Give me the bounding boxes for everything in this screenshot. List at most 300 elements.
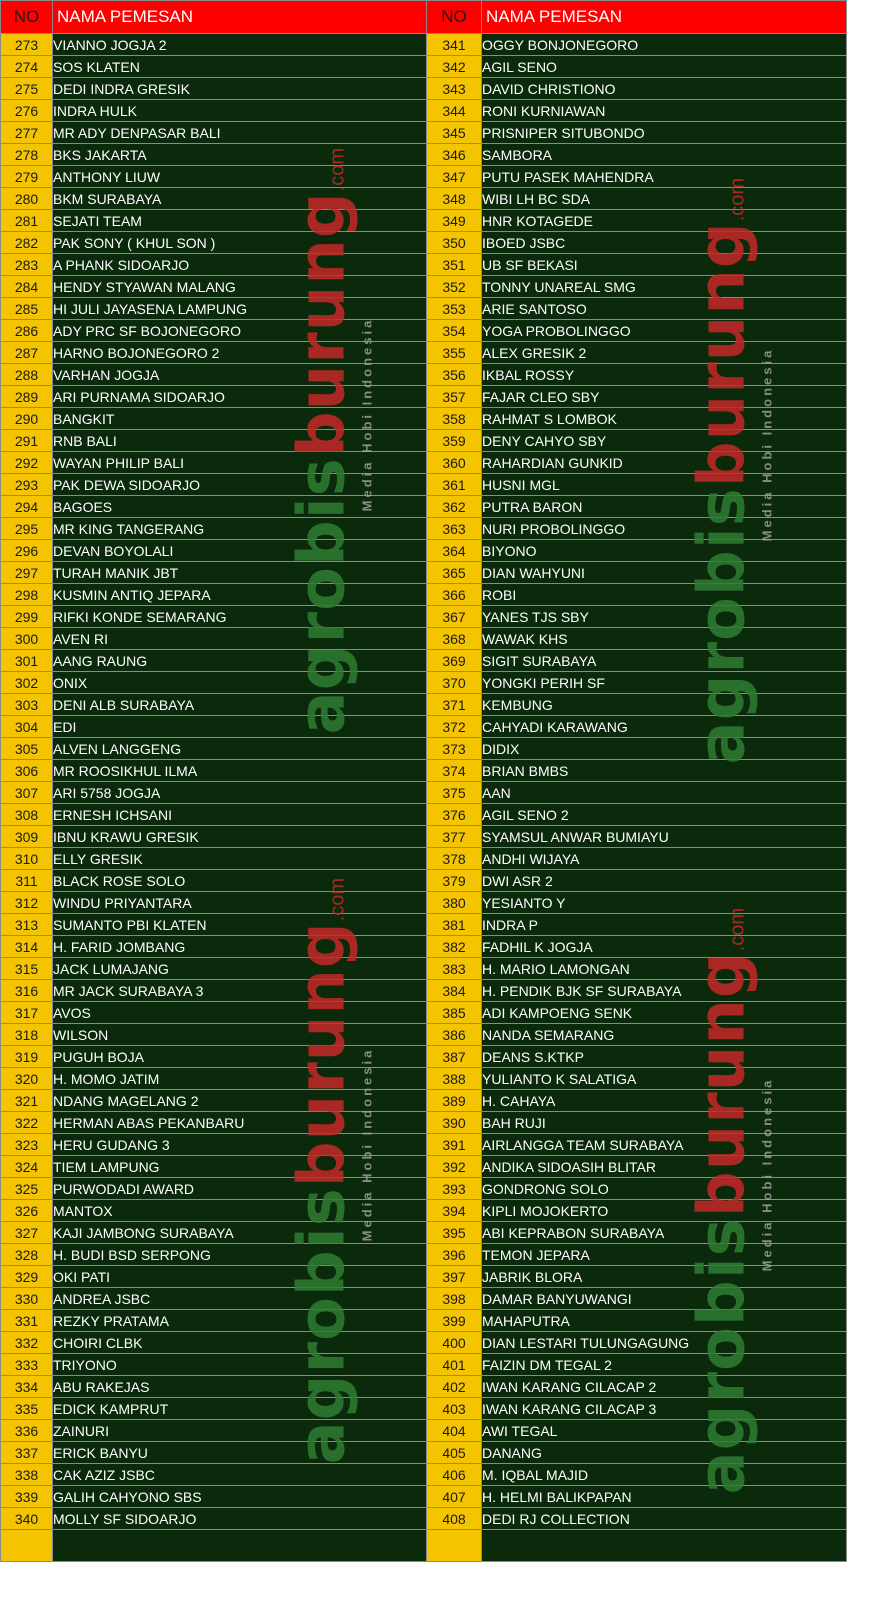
table-row bbox=[427, 474, 847, 496]
orderer-name: BIYONO bbox=[482, 540, 847, 562]
order-number: 365 bbox=[427, 562, 482, 584]
order-number: 274 bbox=[1, 56, 53, 78]
orderer-name: SEJATI TEAM bbox=[53, 210, 428, 232]
table-row bbox=[1, 716, 428, 738]
table-row bbox=[1, 364, 428, 386]
order-number: 311 bbox=[1, 870, 53, 892]
order-number: 315 bbox=[1, 958, 53, 980]
orderer-name: SYAMSUL ANWAR BUMIAYU bbox=[482, 826, 847, 848]
table-row bbox=[1, 892, 428, 914]
order-number: 383 bbox=[427, 958, 482, 980]
order-number: 338 bbox=[1, 1464, 53, 1486]
order-number: 305 bbox=[1, 738, 53, 760]
orderer-name: INDRA HULK bbox=[53, 100, 428, 122]
order-number: 303 bbox=[1, 694, 53, 716]
table-row bbox=[427, 144, 847, 166]
orderer-name: H. MARIO LAMONGAN bbox=[482, 958, 847, 980]
order-number: 378 bbox=[427, 848, 482, 870]
order-number: 394 bbox=[427, 1200, 482, 1222]
table-row bbox=[1, 1508, 428, 1530]
orderer-name: H. BUDI BSD SERPONG bbox=[53, 1244, 428, 1266]
order-number: 292 bbox=[1, 452, 53, 474]
table-row bbox=[1, 958, 428, 980]
table-row bbox=[427, 210, 847, 232]
table-row bbox=[427, 540, 847, 562]
order-number: 288 bbox=[1, 364, 53, 386]
orderer-name: ONIX bbox=[53, 672, 428, 694]
orderer-name: SIGIT SURABAYA bbox=[482, 650, 847, 672]
table-row bbox=[427, 452, 847, 474]
order-number: 280 bbox=[1, 188, 53, 210]
table-row bbox=[1, 430, 428, 452]
order-number: 308 bbox=[1, 804, 53, 826]
watermark-suffix: .com bbox=[726, 177, 749, 222]
order-number: 375 bbox=[427, 782, 482, 804]
order-number: 398 bbox=[427, 1288, 482, 1310]
table-row bbox=[427, 34, 847, 56]
orderer-name: AVEN RI bbox=[53, 628, 428, 650]
table-row bbox=[1, 1156, 428, 1178]
order-number: 361 bbox=[427, 474, 482, 496]
name-column-header: NAMA PEMESAN bbox=[482, 1, 847, 34]
table-row bbox=[1, 738, 428, 760]
table-row bbox=[427, 584, 847, 606]
order-number: 403 bbox=[427, 1398, 482, 1420]
orderer-name: TIEM LAMPUNG bbox=[53, 1156, 428, 1178]
orderer-name: MR JACK SURABAYA 3 bbox=[53, 980, 428, 1002]
orderer-name: RAHMAT S LOMBOK bbox=[482, 408, 847, 430]
table-row bbox=[427, 122, 847, 144]
orderer-name: ABU RAKEJAS bbox=[53, 1376, 428, 1398]
order-number: 302 bbox=[1, 672, 53, 694]
orderer-name: HNR KOTAGEDE bbox=[482, 210, 847, 232]
orderer-name: IWAN KARANG CILACAP 3 bbox=[482, 1398, 847, 1420]
table-row bbox=[1, 1068, 428, 1090]
table-row bbox=[427, 1266, 847, 1288]
table-row bbox=[427, 1090, 847, 1112]
orderer-name: AVOS bbox=[53, 1002, 428, 1024]
table-row bbox=[1, 408, 428, 430]
table-row bbox=[427, 1222, 847, 1244]
order-number: 276 bbox=[1, 100, 53, 122]
empty-name-cell bbox=[53, 1530, 428, 1562]
table-row bbox=[427, 1398, 847, 1420]
order-number: 325 bbox=[1, 1178, 53, 1200]
order-number: 388 bbox=[427, 1068, 482, 1090]
order-number: 278 bbox=[1, 144, 53, 166]
order-number: 314 bbox=[1, 936, 53, 958]
order-number: 377 bbox=[427, 826, 482, 848]
order-number: 392 bbox=[427, 1156, 482, 1178]
table-row bbox=[427, 1200, 847, 1222]
order-number: 362 bbox=[427, 496, 482, 518]
orderer-name: ARI 5758 JOGJA bbox=[53, 782, 428, 804]
table-row bbox=[427, 694, 847, 716]
order-number: 386 bbox=[427, 1024, 482, 1046]
table-row bbox=[427, 826, 847, 848]
orderer-name: PURWODADI AWARD bbox=[53, 1178, 428, 1200]
orderer-name: DENI ALB SURABAYA bbox=[53, 694, 428, 716]
table-row bbox=[1, 672, 428, 694]
table-row bbox=[1, 474, 428, 496]
orderer-name: DIAN WAHYUNI bbox=[482, 562, 847, 584]
orderer-name: CAHYADI KARAWANG bbox=[482, 716, 847, 738]
orderer-name: KUSMIN ANTIQ JEPARA bbox=[53, 584, 428, 606]
orderer-name: REZKY PRATAMA bbox=[53, 1310, 428, 1332]
order-number: 406 bbox=[427, 1464, 482, 1486]
order-number: 408 bbox=[427, 1508, 482, 1530]
table-row bbox=[1, 1266, 428, 1288]
order-number: 389 bbox=[427, 1090, 482, 1112]
table-row bbox=[427, 1442, 847, 1464]
table-row bbox=[1, 1222, 428, 1244]
order-number: 381 bbox=[427, 914, 482, 936]
watermark-part3: burung bbox=[685, 951, 760, 1218]
orderer-name: NDANG MAGELANG 2 bbox=[53, 1090, 428, 1112]
orderer-name: CHOIRI CLBK bbox=[53, 1332, 428, 1354]
table-row bbox=[1, 870, 428, 892]
orderer-name: H. PENDIK BJK SF SURABAYA bbox=[482, 980, 847, 1002]
order-number: 336 bbox=[1, 1420, 53, 1442]
order-number: 342 bbox=[427, 56, 482, 78]
orderer-name: NANDA SEMARANG bbox=[482, 1024, 847, 1046]
order-number: 317 bbox=[1, 1002, 53, 1024]
order-number: 291 bbox=[1, 430, 53, 452]
watermark-part3: burung bbox=[285, 921, 360, 1188]
table-row bbox=[427, 1112, 847, 1134]
orderer-name: DEANS S.KTKP bbox=[482, 1046, 847, 1068]
empty-row bbox=[427, 1530, 847, 1562]
orderer-name: MAHAPUTRA bbox=[482, 1310, 847, 1332]
orderer-name: YONGKI PERIH SF bbox=[482, 672, 847, 694]
orderer-name: ZAINURI bbox=[53, 1420, 428, 1442]
watermark-tagline: Media Hobi Indonesia bbox=[359, 1047, 375, 1242]
table-row bbox=[1, 386, 428, 408]
table-row bbox=[1, 320, 428, 342]
table-row bbox=[427, 1420, 847, 1442]
orderer-name: MR ADY DENPASAR BALI bbox=[53, 122, 428, 144]
order-number: 344 bbox=[427, 100, 482, 122]
order-number: 360 bbox=[427, 452, 482, 474]
order-number: 285 bbox=[1, 298, 53, 320]
table-row bbox=[427, 606, 847, 628]
order-table-right bbox=[426, 0, 847, 1562]
watermark-tagline: Media Hobi Indonesia bbox=[759, 1077, 775, 1272]
orderer-name: YULIANTO K SALATIGA bbox=[482, 1068, 847, 1090]
table-row bbox=[1, 540, 428, 562]
watermark-suffix: .com bbox=[326, 147, 349, 192]
table-row bbox=[427, 760, 847, 782]
order-number: 329 bbox=[1, 1266, 53, 1288]
order-number: 358 bbox=[427, 408, 482, 430]
orderer-name: TEMON JEPARA bbox=[482, 1244, 847, 1266]
table-row bbox=[1, 254, 428, 276]
orderer-name: KEMBUNG bbox=[482, 694, 847, 716]
table-row bbox=[427, 320, 847, 342]
order-number: 396 bbox=[427, 1244, 482, 1266]
table-row bbox=[427, 1332, 847, 1354]
orderer-name: AANG RAUNG bbox=[53, 650, 428, 672]
orderer-name: WAYAN PHILIP BALI bbox=[53, 452, 428, 474]
orderer-name: GONDRONG SOLO bbox=[482, 1178, 847, 1200]
table-row bbox=[427, 100, 847, 122]
orderer-name: H. MOMO JATIM bbox=[53, 1068, 428, 1090]
orderer-name: RNB BALI bbox=[53, 430, 428, 452]
watermark-part1: agro bbox=[285, 565, 360, 735]
table-row bbox=[1, 914, 428, 936]
order-number: 345 bbox=[427, 122, 482, 144]
order-number: 281 bbox=[1, 210, 53, 232]
orderer-name: DIDIX bbox=[482, 738, 847, 760]
order-number: 382 bbox=[427, 936, 482, 958]
table-row bbox=[1, 1486, 428, 1508]
table-row bbox=[427, 364, 847, 386]
order-number: 354 bbox=[427, 320, 482, 342]
table-row bbox=[427, 672, 847, 694]
table-row bbox=[1, 1134, 428, 1156]
order-number: 371 bbox=[427, 694, 482, 716]
watermark-part3: burung bbox=[285, 191, 360, 458]
table-row bbox=[427, 848, 847, 870]
orderer-name: FAJAR CLEO SBY bbox=[482, 386, 847, 408]
orderer-name: MR KING TANGERANG bbox=[53, 518, 428, 540]
orderer-name: DEDI INDRA GRESIK bbox=[53, 78, 428, 100]
table-row bbox=[1, 848, 428, 870]
table-row bbox=[427, 1134, 847, 1156]
orderer-name: IBNU KRAWU GRESIK bbox=[53, 826, 428, 848]
order-number: 353 bbox=[427, 298, 482, 320]
orderer-name: BLACK ROSE SOLO bbox=[53, 870, 428, 892]
orderer-name: H. CAHAYA bbox=[482, 1090, 847, 1112]
orderer-name: JACK LUMAJANG bbox=[53, 958, 428, 980]
order-number: 346 bbox=[427, 144, 482, 166]
order-number: 368 bbox=[427, 628, 482, 650]
order-number: 301 bbox=[1, 650, 53, 672]
orderer-name: HERU GUDANG 3 bbox=[53, 1134, 428, 1156]
order-number: 321 bbox=[1, 1090, 53, 1112]
table-row bbox=[1, 276, 428, 298]
table-row bbox=[1, 1354, 428, 1376]
order-number: 401 bbox=[427, 1354, 482, 1376]
orderer-name: SAMBORA bbox=[482, 144, 847, 166]
orderer-name: RAHARDIAN GUNKID bbox=[482, 452, 847, 474]
table-row bbox=[427, 1288, 847, 1310]
order-number: 275 bbox=[1, 78, 53, 100]
table-row bbox=[1, 144, 428, 166]
table-row bbox=[1, 936, 428, 958]
table-row bbox=[427, 562, 847, 584]
table-row bbox=[427, 782, 847, 804]
orderer-name: AGIL SENO bbox=[482, 56, 847, 78]
order-number: 312 bbox=[1, 892, 53, 914]
order-number: 306 bbox=[1, 760, 53, 782]
orderer-name: EDICK KAMPRUT bbox=[53, 1398, 428, 1420]
orderer-name: INDRA P bbox=[482, 914, 847, 936]
orderer-name: TRIYONO bbox=[53, 1354, 428, 1376]
orderer-name: AGIL SENO 2 bbox=[482, 804, 847, 826]
order-number: 298 bbox=[1, 584, 53, 606]
table-row bbox=[1, 78, 428, 100]
empty-name-cell bbox=[482, 1530, 847, 1562]
orderer-name: HI JULI JAYASENA LAMPUNG bbox=[53, 298, 428, 320]
orderer-name: IWAN KARANG CILACAP 2 bbox=[482, 1376, 847, 1398]
orderer-name: ALEX GRESIK 2 bbox=[482, 342, 847, 364]
order-number: 323 bbox=[1, 1134, 53, 1156]
table-row bbox=[427, 298, 847, 320]
orderer-name: HENDY STYAWAN MALANG bbox=[53, 276, 428, 298]
order-number: 352 bbox=[427, 276, 482, 298]
order-number: 282 bbox=[1, 232, 53, 254]
orderer-name: ADY PRC SF BOJONEGORO bbox=[53, 320, 428, 342]
orderer-name: DENY CAHYO SBY bbox=[482, 430, 847, 452]
table-row bbox=[427, 188, 847, 210]
order-number: 407 bbox=[427, 1486, 482, 1508]
orderer-name: YESIANTO Y bbox=[482, 892, 847, 914]
orderer-name: VARHAN JOGJA bbox=[53, 364, 428, 386]
table-row bbox=[1, 1376, 428, 1398]
table-row bbox=[1, 1090, 428, 1112]
orderer-name: BAGOES bbox=[53, 496, 428, 518]
orderer-name: YOGA PROBOLINGGO bbox=[482, 320, 847, 342]
orderer-name: DEVAN BOYOLALI bbox=[53, 540, 428, 562]
table-row bbox=[427, 276, 847, 298]
table-row bbox=[1, 694, 428, 716]
order-number: 283 bbox=[1, 254, 53, 276]
table-row bbox=[1, 826, 428, 848]
order-number: 304 bbox=[1, 716, 53, 738]
table-row bbox=[1, 760, 428, 782]
order-number: 293 bbox=[1, 474, 53, 496]
watermark-tagline: Media Hobi Indonesia bbox=[359, 317, 375, 512]
order-number: 328 bbox=[1, 1244, 53, 1266]
table-row bbox=[427, 936, 847, 958]
order-number: 334 bbox=[1, 1376, 53, 1398]
order-number: 313 bbox=[1, 914, 53, 936]
order-number: 307 bbox=[1, 782, 53, 804]
table-row bbox=[427, 56, 847, 78]
table-row bbox=[1, 1332, 428, 1354]
order-number: 395 bbox=[427, 1222, 482, 1244]
orderer-name: HUSNI MGL bbox=[482, 474, 847, 496]
orderer-name: M. IQBAL MAJID bbox=[482, 1464, 847, 1486]
orderer-name: PAK DEWA SIDOARJO bbox=[53, 474, 428, 496]
orderer-name: UB SF BEKASI bbox=[482, 254, 847, 276]
table-row bbox=[1, 34, 428, 56]
watermark-part2: bis bbox=[685, 487, 760, 596]
table-row bbox=[1, 1420, 428, 1442]
order-number: 339 bbox=[1, 1486, 53, 1508]
order-number: 385 bbox=[427, 1002, 482, 1024]
order-number: 387 bbox=[427, 1046, 482, 1068]
order-number: 366 bbox=[427, 584, 482, 606]
order-number: 290 bbox=[1, 408, 53, 430]
watermark-part2: bis bbox=[285, 1187, 360, 1296]
order-number: 348 bbox=[427, 188, 482, 210]
orderer-name: IKBAL ROSSY bbox=[482, 364, 847, 386]
orderer-name: NURI PROBOLINGGO bbox=[482, 518, 847, 540]
orderer-name: CAK AZIZ JSBC bbox=[53, 1464, 428, 1486]
orderer-name: HARNO BOJONEGORO 2 bbox=[53, 342, 428, 364]
orderer-name: TONNY UNAREAL SMG bbox=[482, 276, 847, 298]
orderer-name: AIRLANGGA TEAM SURABAYA bbox=[482, 1134, 847, 1156]
order-number: 364 bbox=[427, 540, 482, 562]
table-row bbox=[1, 782, 428, 804]
table-row bbox=[427, 386, 847, 408]
orderer-name: PUGUH BOJA bbox=[53, 1046, 428, 1068]
table-row bbox=[1, 496, 428, 518]
orderer-name: ELLY GRESIK bbox=[53, 848, 428, 870]
orderer-name: A PHANK SIDOARJO bbox=[53, 254, 428, 276]
table-row bbox=[427, 628, 847, 650]
order-number: 296 bbox=[1, 540, 53, 562]
table-row bbox=[427, 914, 847, 936]
order-number: 286 bbox=[1, 320, 53, 342]
watermark-part1: agro bbox=[285, 1295, 360, 1465]
orderer-name: IBOED JSBC bbox=[482, 232, 847, 254]
orderer-name: ROBI bbox=[482, 584, 847, 606]
table-row bbox=[1, 342, 428, 364]
table-row bbox=[427, 1464, 847, 1486]
order-number: 273 bbox=[1, 34, 53, 56]
orderer-name: OGGY BONJONEGORO bbox=[482, 34, 847, 56]
table-row bbox=[1, 980, 428, 1002]
orderer-name: DAMAR BANYUWANGI bbox=[482, 1288, 847, 1310]
order-number: 294 bbox=[1, 496, 53, 518]
orderer-name: KIPLI MOJOKERTO bbox=[482, 1200, 847, 1222]
order-number: 372 bbox=[427, 716, 482, 738]
watermark-part2: bis bbox=[685, 1217, 760, 1326]
table-row bbox=[1, 1002, 428, 1024]
order-number: 331 bbox=[1, 1310, 53, 1332]
orderer-name: GALIH CAHYONO SBS bbox=[53, 1486, 428, 1508]
watermark-part1: agro bbox=[685, 595, 760, 765]
order-number: 373 bbox=[427, 738, 482, 760]
orderer-name: MR ROOSIKHUL ILMA bbox=[53, 760, 428, 782]
orderer-name: RONI KURNIAWAN bbox=[482, 100, 847, 122]
orderer-name: PAK SONY ( KHUL SON ) bbox=[53, 232, 428, 254]
table-row bbox=[1, 1442, 428, 1464]
order-number: 300 bbox=[1, 628, 53, 650]
order-number: 295 bbox=[1, 518, 53, 540]
orderer-name: ABI KEPRABON SURABAYA bbox=[482, 1222, 847, 1244]
orderer-name: SUMANTO PBI KLATEN bbox=[53, 914, 428, 936]
orderer-name: H. FARID JOMBANG bbox=[53, 936, 428, 958]
table-row bbox=[1, 1178, 428, 1200]
order-number: 335 bbox=[1, 1398, 53, 1420]
order-number: 356 bbox=[427, 364, 482, 386]
table-row bbox=[427, 1244, 847, 1266]
table-row bbox=[427, 980, 847, 1002]
no-column-header: NO bbox=[1, 1, 53, 34]
order-number: 400 bbox=[427, 1332, 482, 1354]
table-row bbox=[1, 1310, 428, 1332]
table-row bbox=[427, 496, 847, 518]
order-number: 404 bbox=[427, 1420, 482, 1442]
order-number: 297 bbox=[1, 562, 53, 584]
no-column-header: NO bbox=[427, 1, 482, 34]
table-row bbox=[1, 606, 428, 628]
order-number: 355 bbox=[427, 342, 482, 364]
orderer-name: DANANG bbox=[482, 1442, 847, 1464]
empty-number-cell bbox=[427, 1530, 482, 1562]
order-number: 370 bbox=[427, 672, 482, 694]
orderer-name: ADI KAMPOENG SENK bbox=[482, 1002, 847, 1024]
table-row bbox=[427, 430, 847, 452]
order-number: 343 bbox=[427, 78, 482, 100]
table-row bbox=[1, 650, 428, 672]
table-row bbox=[1, 1398, 428, 1420]
table-row bbox=[427, 892, 847, 914]
